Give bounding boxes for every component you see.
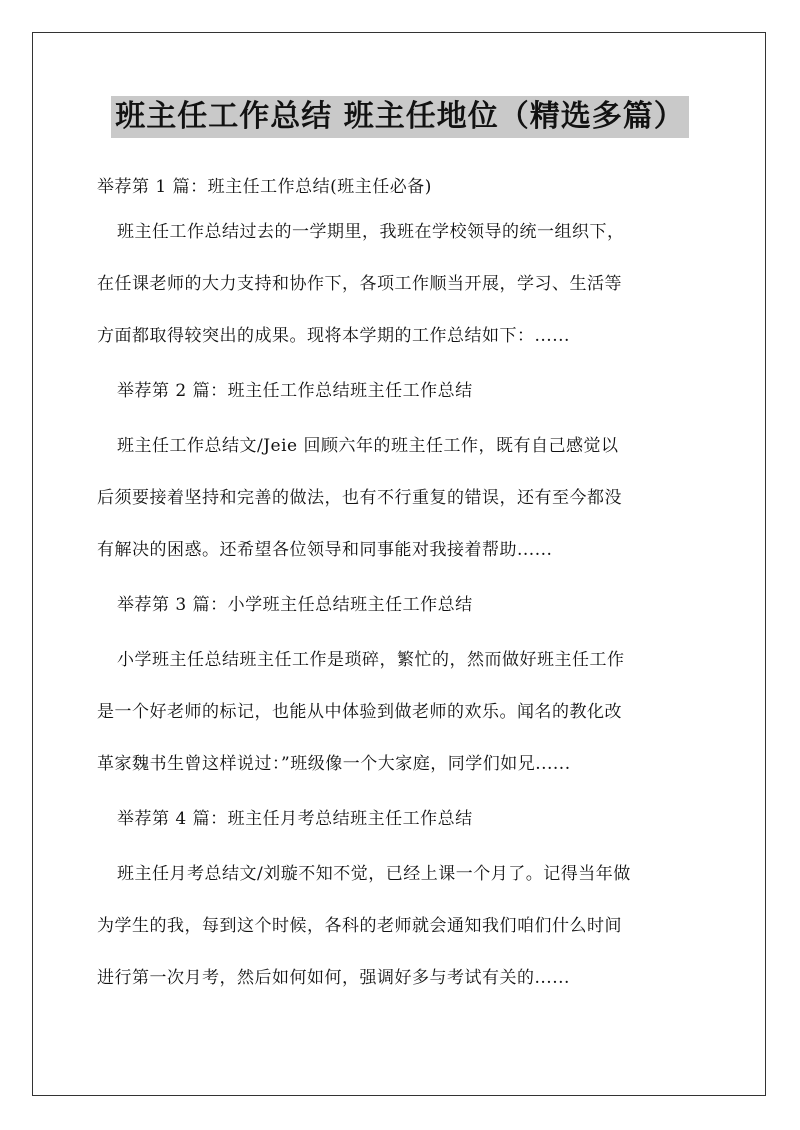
paragraph-line: 班主任工作总结过去的一学期里，我班在学校领导的统一组织下， [117, 222, 625, 242]
section-paragraph-2 [97, 420, 703, 576]
document-body [97, 168, 703, 1004]
paragraph-line: 是一个好老师的标记，也能从中体验到做老师的欢乐。闻名的教化改 [97, 702, 622, 722]
section-heading-4: 举荐第 4 篇：班主任月考总结班主任工作总结 [117, 809, 473, 829]
paragraph-line: 方面都取得较突出的成果。现将本学期的工作总结如下：...... [97, 326, 570, 346]
section-heading-1: 举荐第 1 篇：班主任工作总结(班主任必备) [97, 177, 432, 197]
section-heading-3: 举荐第 3 篇：小学班主任总结班主任工作总结 [117, 595, 473, 615]
section-heading-2: 举荐第 2 篇：班主任工作总结班主任工作总结 [117, 381, 473, 401]
section-paragraph-1 [97, 206, 703, 362]
paragraph-line: 班主任月考总结文/刘璇不知不觉，已经上课一个月了。记得当年做 [117, 864, 631, 884]
section-paragraph-4 [97, 848, 703, 1004]
paragraph-line: 革家魏书生曾这样说过：”班级像一个大家庭，同学们如兄...... [97, 754, 571, 774]
document-title: 班主任工作总结 班主任地位（精选多篇） [111, 96, 688, 138]
paragraph-line: 进行第一次月考，然后如何如何，强调好多与考试有关的...... [97, 968, 570, 988]
paragraph-line: 班主任工作总结文/Jeie 回顾六年的班主任工作，既有自己感觉以 [117, 436, 619, 456]
section-paragraph-3 [97, 634, 703, 790]
paragraph-line: 小学班主任总结班主任工作是琐碎，繁忙的，然而做好班主任工作 [117, 650, 625, 670]
paragraph-line: 在任课老师的大力支持和协作下，各项工作顺当开展，学习、生活等 [97, 274, 622, 294]
paragraph-line: 后须要接着坚持和完善的做法，也有不行重复的错误，还有至今都没 [97, 488, 622, 508]
title-container [0, 96, 800, 138]
paragraph-line: 有解决的困惑。还希望各位领导和同事能对我接着帮助...... [97, 540, 553, 560]
paragraph-line: 为学生的我，每到这个时候，各科的老师就会通知我们咱们什么时间 [97, 916, 622, 936]
